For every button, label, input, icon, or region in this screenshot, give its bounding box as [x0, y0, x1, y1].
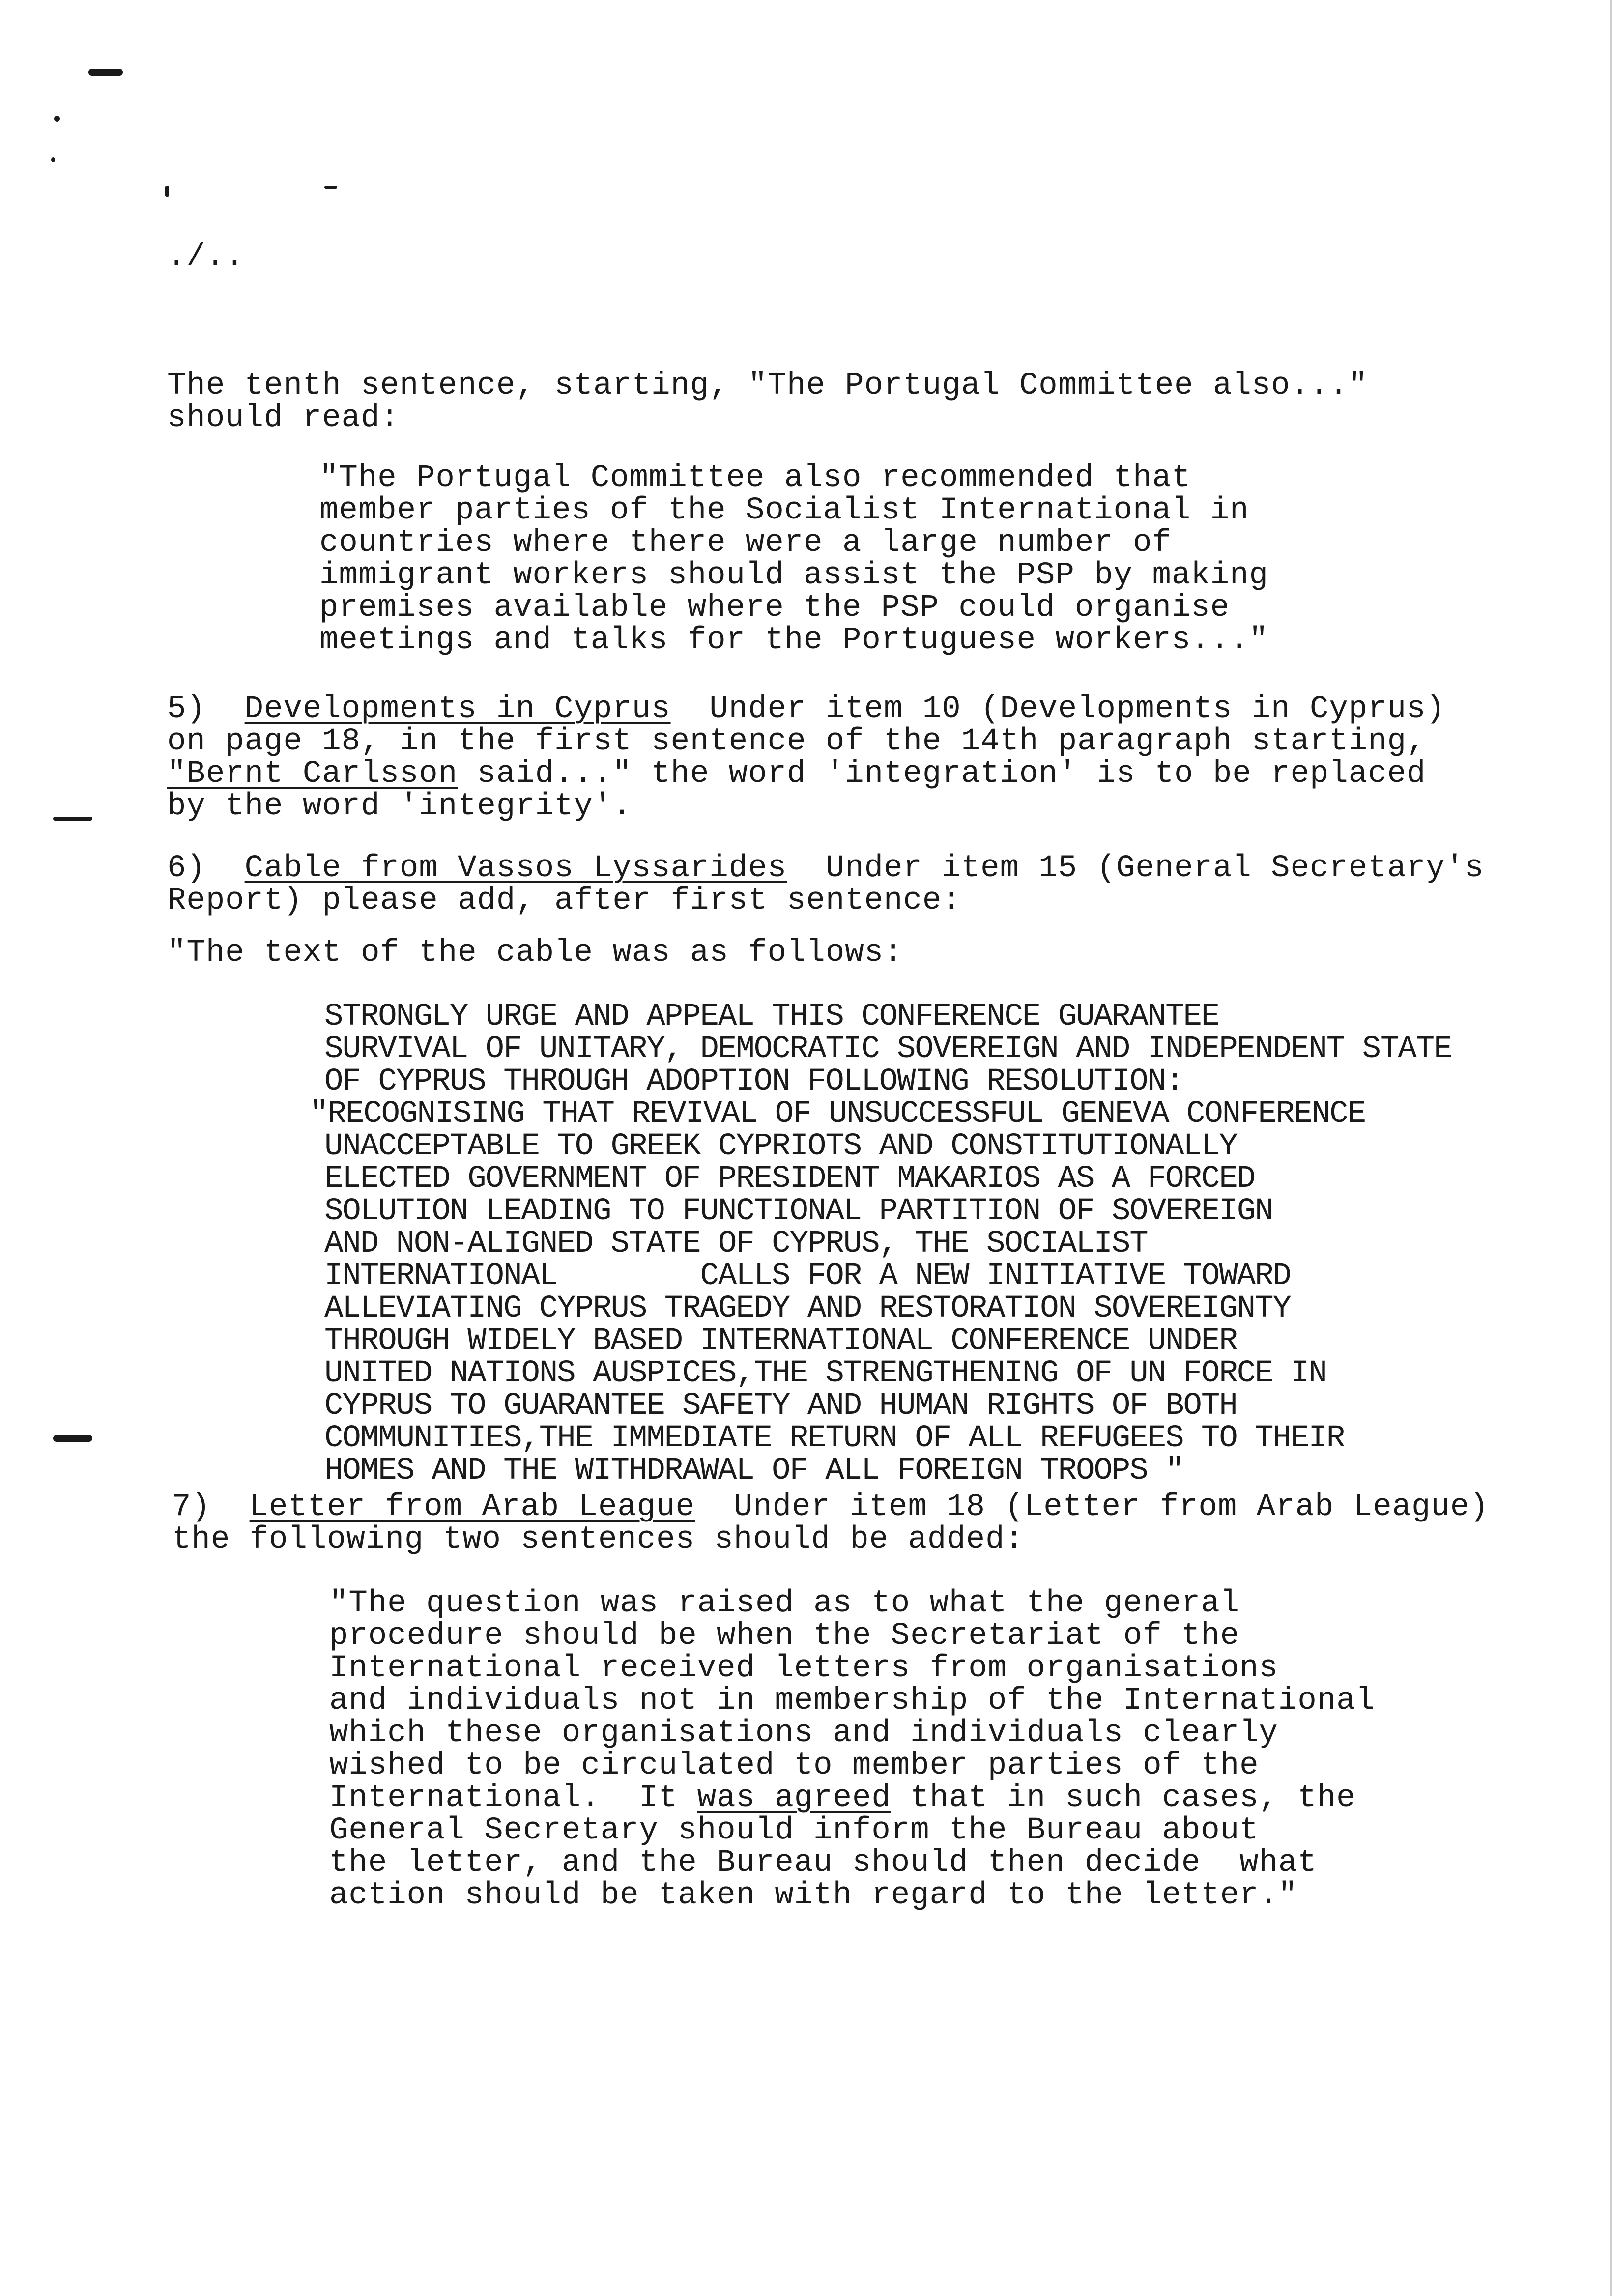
cable-line: OF CYPRUS THROUGH ADOPTION FOLLOWING RESOLUTION:: [324, 1064, 1183, 1099]
cable-line: AND NON-ALIGNED STATE OF CYPRUS, THE SOCIALIST: [324, 1226, 1148, 1262]
item-heading: Developments in Cyprus: [244, 691, 671, 727]
cable-line: UNITED NATIONS AUSPICES,THE STRENGTHENING OF UN FORCE IN: [324, 1356, 1326, 1391]
person-name: "Bernt Carlsson: [167, 756, 458, 792]
quote-text: that in such cases, the: [891, 1780, 1356, 1816]
scan-mark: [54, 116, 60, 122]
cable-line: STRONGLY URGE AND APPEAL THIS CONFERENCE GUARANTEE: [324, 999, 1219, 1034]
quote-line: countries where there were a large number of: [319, 525, 1172, 561]
item-5-line: [167, 693, 1445, 725]
item-7-line: [172, 1491, 1489, 1523]
quote-line: the letter, and the Bureau should then decide what: [329, 1845, 1317, 1881]
cable-line: INTERNATIONAL CALLS FOR A NEW INITIATIVE TOWARD: [324, 1259, 1291, 1294]
agreed-phrase: was agreed: [697, 1780, 891, 1816]
item-text: Under item 18 (Letter from Arab League): [733, 1490, 1489, 1525]
quote-line: procedure should be when the Secretariat of the: [329, 1618, 1240, 1654]
item-number: 7): [172, 1490, 211, 1525]
quote-line: General Secretary should inform the Bureau about: [329, 1813, 1259, 1848]
quote-line: which these organisations and individuals clearly: [329, 1716, 1278, 1751]
item-text: said..." the word 'integration' is to be replaced: [477, 756, 1426, 792]
cable-line: THROUGH WIDELY BASED INTERNATIONAL CONFERENCE UNDER: [324, 1323, 1237, 1359]
scan-mark: [53, 817, 92, 821]
quote-line: [329, 1782, 1356, 1814]
cable-line: SURVIVAL OF UNITARY, DEMOCRATIC SOVEREIGN AND INDEPENDENT STATE: [324, 1032, 1452, 1067]
intro-line: The tenth sentence, starting, "The Portugal Committee also...": [167, 368, 1368, 403]
cable-line: ELECTED GOVERNMENT OF PRESIDENT MAKARIOS AS A FORCED: [324, 1161, 1255, 1197]
cable-line: CYPRUS TO GUARANTEE SAFETY AND HUMAN RIGHTS OF BOTH: [324, 1388, 1237, 1424]
item-6-line: [167, 852, 1484, 885]
cable-line: UNACCEPTABLE TO GREEK CYPRIOTS AND CONSTITUTIONALLY: [324, 1129, 1237, 1164]
quote-line: member parties of the Socialist International in: [319, 493, 1249, 528]
scan-edge: [1610, 0, 1612, 2296]
item-number: 5): [167, 691, 206, 727]
cable-line: SOLUTION LEADING TO FUNCTIONAL PARTITION OF SOVEREIGN: [324, 1194, 1273, 1229]
quote-line: "The Portugal Committee also recommended that: [319, 460, 1191, 496]
item-number: 6): [167, 851, 206, 886]
scan-mark: [88, 69, 123, 76]
scan-mark: [165, 186, 169, 197]
scan-mark: [324, 186, 337, 189]
cable-line: ALLEVIATING CYPRUS TRAGEDY AND RESTORATION SOVEREIGNTY: [324, 1291, 1291, 1326]
scan-mark: [51, 157, 55, 162]
cable-line: COMMUNITIES,THE IMMEDIATE RETURN OF ALL REFUGEES TO THEIR: [324, 1421, 1345, 1456]
item-7-line: the following two sentences should be added:: [172, 1522, 1024, 1557]
quote-line: "The question was raised as to what the general: [329, 1586, 1240, 1621]
item-5-line: [167, 758, 1426, 790]
quote-line: premises available where the PSP could organise: [319, 590, 1230, 626]
item-text: Under item 10 (Developments in Cyprus): [709, 691, 1445, 727]
cable-line: "RECOGNISING THAT REVIVAL OF UNSUCCESSFUL GENEVA CONFERENCE: [310, 1096, 1365, 1132]
item-text: Under item 15 (General Secretary's: [825, 851, 1484, 886]
item-heading: Cable from Vassos Lyssarides: [244, 851, 787, 886]
quote-line: action should be taken with regard to the letter.": [329, 1878, 1298, 1913]
item-6-line: "The text of the cable was as follows:: [167, 935, 903, 971]
quote-line: immigrant workers should assist the PSP by making: [319, 558, 1268, 593]
item-6-line: Report) please add, after first sentence:: [167, 883, 961, 918]
quote-text: International. It: [329, 1780, 697, 1816]
item-heading: Letter from Arab League: [249, 1490, 695, 1525]
item-5-line: on page 18, in the first sentence of the 14th paragraph starting,: [167, 724, 1426, 759]
quote-line: meetings and talks for the Portuguese workers...": [319, 623, 1268, 658]
item-5-line: by the word 'integrity'.: [167, 789, 632, 824]
cable-line: HOMES AND THE WITHDRAWAL OF ALL FOREIGN TROOPS ": [324, 1453, 1183, 1489]
scan-mark: [53, 1435, 92, 1442]
quote-line: International received letters from organisations: [329, 1651, 1278, 1686]
quote-line: and individuals not in membership of the International: [329, 1683, 1375, 1719]
quote-line: wished to be circulated to member parties of the: [329, 1748, 1259, 1783]
intro-line: should read:: [167, 401, 400, 436]
continuation-mark: ./..: [167, 239, 245, 275]
